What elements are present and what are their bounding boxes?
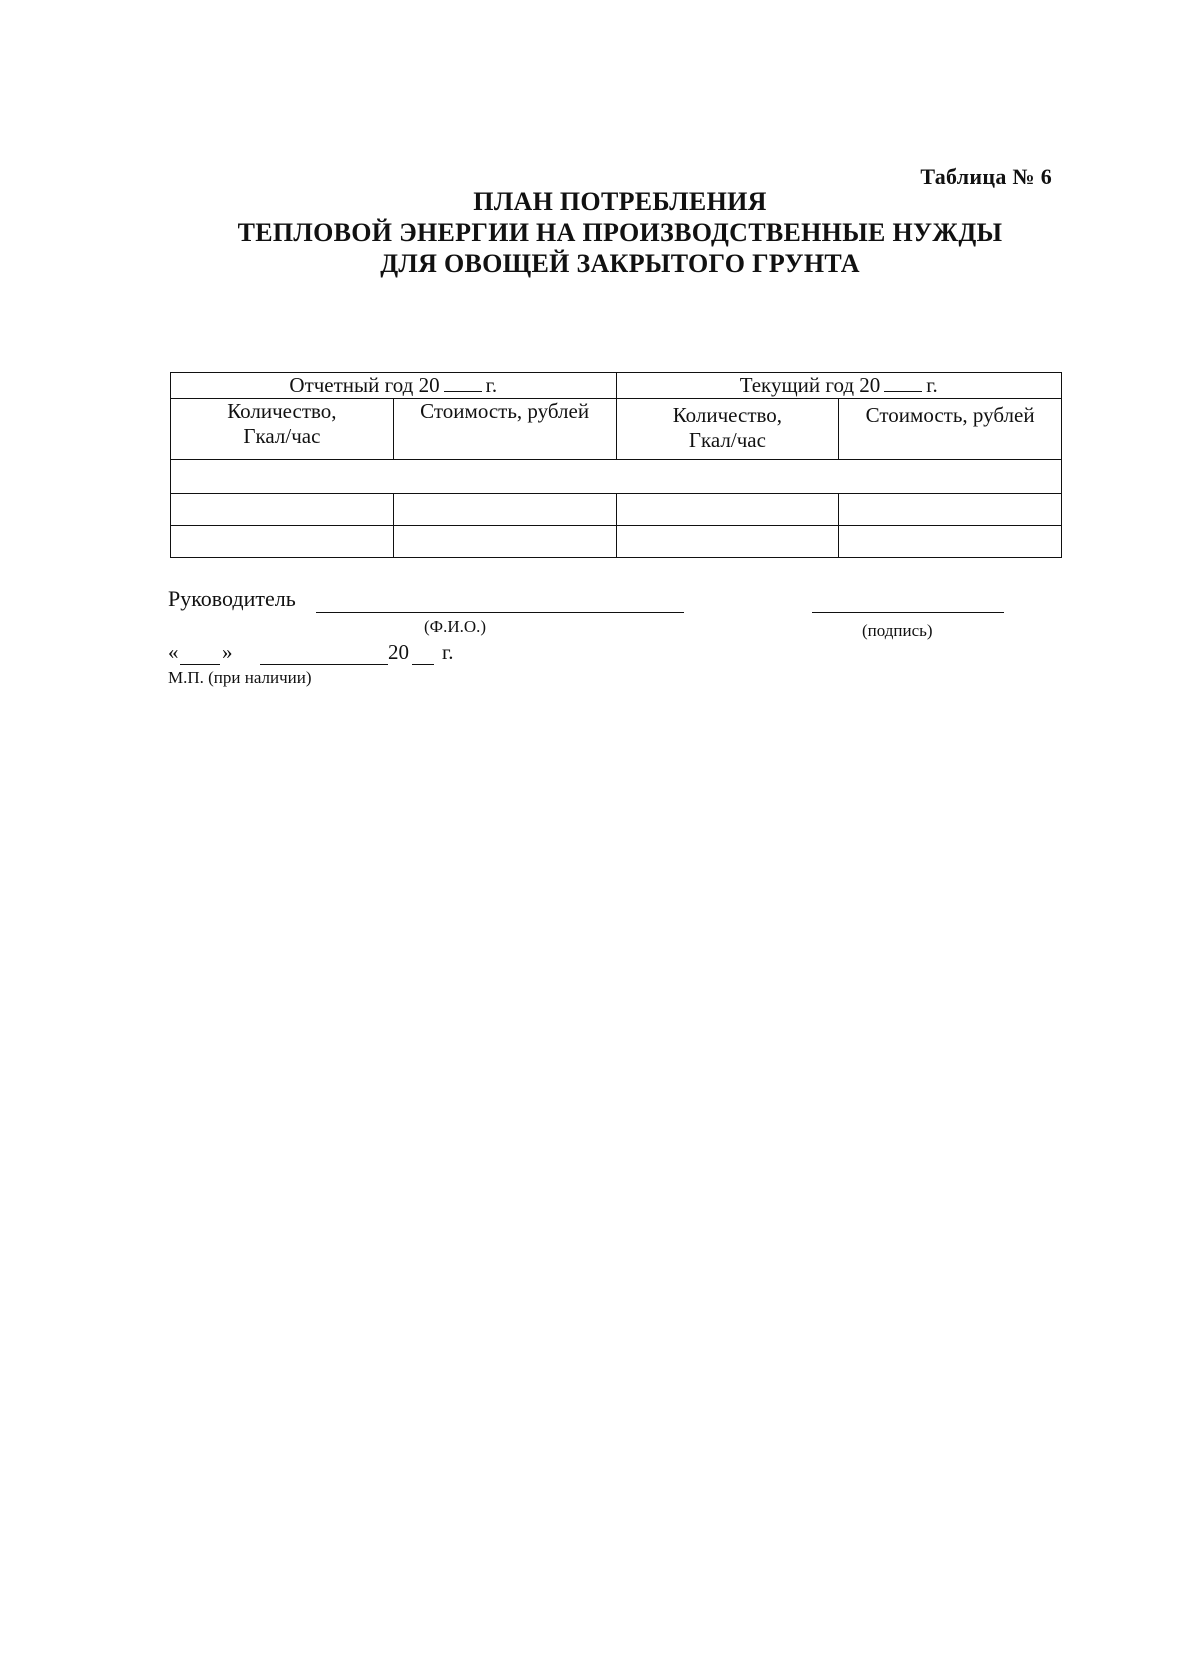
date-close-quote: » [222, 640, 233, 664]
header-reporting-year [171, 373, 617, 399]
date-year-line[interactable] [412, 642, 434, 665]
date-year-prefix: 20 [388, 640, 409, 664]
table-header-row-columns [171, 399, 1062, 460]
document-title [160, 186, 1080, 279]
table-cell[interactable] [839, 526, 1062, 558]
column-header-quantity-current: Количество, Гкал/час [616, 399, 839, 460]
signature-line[interactable] [812, 588, 1004, 613]
title-line-2: ТЕПЛОВОЙ ЭНЕРГИИ НА ПРОИЗВОДСТВЕННЫЕ НУЖДЫ [237, 218, 1003, 247]
reporting-year-label: Отчетный год 20 [289, 373, 440, 397]
table-cell[interactable] [171, 526, 394, 558]
reporting-year-blank [444, 373, 482, 392]
title-line-1: ПЛАН ПОТРЕБЛЕНИЯ [473, 187, 767, 216]
date-day-line[interactable] [180, 642, 220, 665]
fio-line[interactable] [316, 588, 684, 613]
date-suffix: г. [442, 640, 454, 664]
date-open-quote: « [168, 640, 179, 664]
table-cell[interactable] [393, 526, 616, 558]
table-cell[interactable] [616, 494, 839, 526]
table-number: Таблица № 6 [920, 164, 1052, 189]
column-header-cost-current: Стоимость, рублей [839, 399, 1062, 460]
table-cell[interactable] [393, 494, 616, 526]
current-year-label: Текущий год 20 [739, 373, 881, 397]
table-row [171, 494, 1062, 526]
table-row [171, 460, 1062, 494]
consumption-table [170, 372, 1062, 558]
head-label: Руководитель [168, 586, 296, 611]
stamp-label: М.П. (при наличии) [168, 668, 312, 687]
signature-caption: (подпись) [862, 621, 933, 640]
current-year-blank [884, 373, 922, 392]
table-cell[interactable] [616, 526, 839, 558]
table-cell[interactable] [171, 494, 394, 526]
table-cell[interactable] [171, 460, 1062, 494]
column-header-cost-reporting: Стоимость, рублей [393, 399, 616, 460]
date-month-line[interactable] [260, 642, 388, 665]
reporting-year-suffix: г. [485, 373, 498, 397]
table-header-row-groups [171, 373, 1062, 399]
table-cell[interactable] [839, 494, 1062, 526]
table-row [171, 526, 1062, 558]
column-header-quantity-reporting: Количество, Гкал/час [171, 399, 394, 460]
title-line-3: ДЛЯ ОВОЩЕЙ ЗАКРЫТОГО ГРУНТА [380, 249, 860, 278]
header-current-year [616, 373, 1062, 399]
fio-caption: (Ф.И.О.) [424, 617, 487, 636]
current-year-suffix: г. [926, 373, 938, 397]
